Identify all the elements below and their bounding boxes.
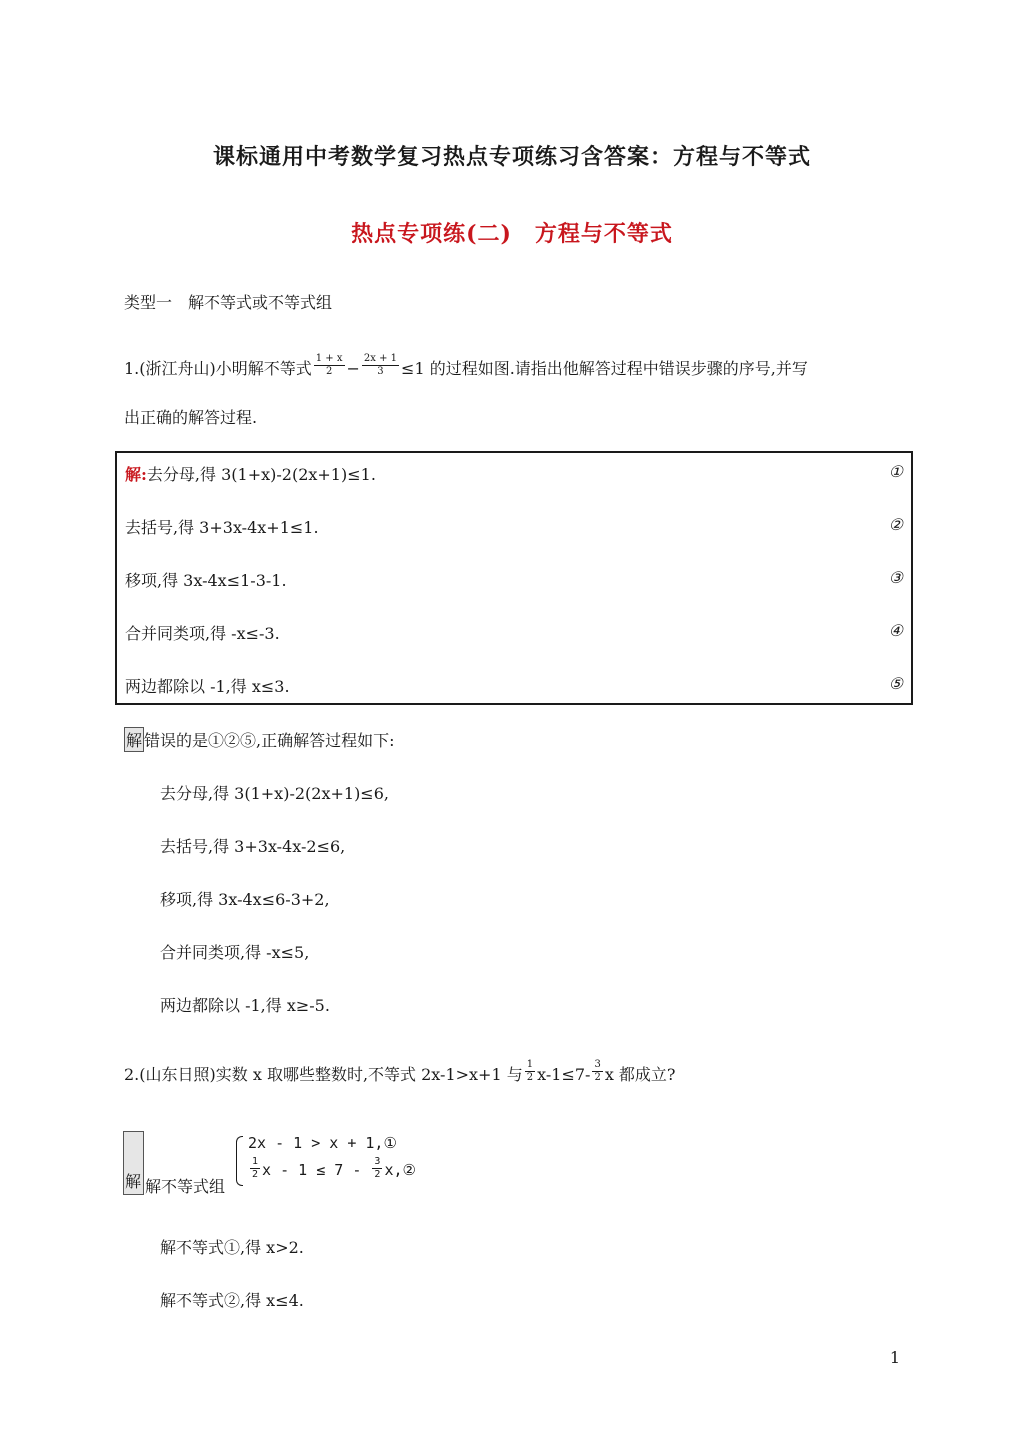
sys2-fraction-2 xyxy=(372,1156,382,1181)
answer-tag: 解 xyxy=(124,727,144,752)
box-row-3 xyxy=(125,568,903,592)
answer-1-step-5: 两边都除以 -1,得 x≥-5. xyxy=(160,996,330,1015)
q2-frac-b-denominator: 2 xyxy=(594,1072,601,1083)
sys2-frac1-denominator: 2 xyxy=(252,1169,259,1180)
type-heading: 类型一 解不等式或不等式组 xyxy=(124,293,333,312)
answer-2-step-1: 解不等式①,得 x>2. xyxy=(160,1238,304,1257)
step-number-mark: ③ xyxy=(888,568,903,587)
sys2-middle: x - 1 ≤ 7 - xyxy=(262,1161,362,1179)
q1-fraction-2 xyxy=(362,353,399,378)
sys2-fraction-1 xyxy=(250,1156,260,1181)
question-1-line-2: 出正确的解答过程. xyxy=(124,408,258,427)
page-number: 1 xyxy=(889,1348,900,1367)
document-title: 课标通用中考数学复习热点专项练习含答案：方程与不等式 xyxy=(212,144,811,170)
box-row-1 xyxy=(125,462,903,486)
answer-1-intro xyxy=(124,727,395,752)
question-1-line-1 xyxy=(124,353,808,382)
box-row-5 xyxy=(125,674,903,698)
system-line-1: 2x - 1 > x + 1,① xyxy=(248,1134,397,1152)
box-row-text: 去括号,得 3+3x-4x+1≤1. xyxy=(125,518,319,537)
sys2-end: x,② xyxy=(384,1161,416,1179)
answer-2-step-2: 解不等式②,得 x≤4. xyxy=(160,1291,304,1310)
q1-frac1-numerator: 1 + x xyxy=(315,353,343,364)
sys2-frac1-numerator: 1 xyxy=(252,1156,259,1167)
step-number-mark: ① xyxy=(888,462,903,481)
q1-frac2-denominator: 3 xyxy=(377,366,384,377)
step-number-mark: ⑤ xyxy=(888,674,903,693)
sys2-frac2-numerator: 3 xyxy=(374,1156,381,1167)
q1-minus: − xyxy=(346,359,360,378)
box-row-text: 两边都除以 -1,得 x≤3. xyxy=(125,677,290,696)
answer-1-step-3: 移项,得 3x-4x≤6-3+2, xyxy=(160,890,330,909)
box-row-text: 移项,得 3x-4x≤1-3-1. xyxy=(125,571,287,590)
q1-frac2-numerator: 2x + 1 xyxy=(363,353,398,364)
section-heading: 热点专项练(二) 方程与不等式 xyxy=(351,221,673,247)
box-row-text: 合并同类项,得 -x≤-3. xyxy=(125,624,280,643)
q1-fraction-1 xyxy=(314,353,345,378)
box-row-text: 去分母,得 3(1+x)-2(2x+1)≤1. xyxy=(146,465,376,484)
system-line-2 xyxy=(248,1158,416,1183)
q2-suffix: x 都成立? xyxy=(604,1065,676,1084)
answer-2-tag-box xyxy=(123,1131,144,1195)
q1-suffix: ≤1 的过程如图.请指出他解答过程中错误步骤的序号,并写 xyxy=(401,359,808,378)
answer-1-step-4: 合并同类项,得 -x≤5, xyxy=(160,943,310,962)
answer-1-step-2: 去括号,得 3+3x-4x-2≤6, xyxy=(160,837,346,856)
answer-1-step-1: 去分母,得 3(1+x)-2(2x+1)≤6, xyxy=(160,784,389,803)
student-solution-box xyxy=(115,451,913,705)
q1-frac1-denominator: 2 xyxy=(325,366,333,377)
q2-frac-a-numerator: 1 xyxy=(526,1059,534,1070)
left-brace xyxy=(236,1136,243,1186)
q2-middle: x-1≤7- xyxy=(537,1065,591,1084)
q2-frac-a-denominator: 2 xyxy=(526,1072,534,1083)
answer-2-intro: 解不等式组 xyxy=(145,1177,226,1196)
box-jie-label: 解: xyxy=(125,465,147,484)
answer-1-intro-text: 错误的是①②⑤,正确解答过程如下: xyxy=(144,731,395,750)
q2-fraction-a xyxy=(525,1059,535,1084)
box-row-4 xyxy=(125,621,903,645)
q2-prefix: 2.(山东日照)实数 x 取哪些整数时,不等式 2x-1>x+1 与 xyxy=(124,1065,523,1084)
step-number-mark: ④ xyxy=(888,621,903,640)
step-number-mark: ② xyxy=(888,515,903,534)
q2-fraction-b xyxy=(592,1059,602,1084)
q2-frac-b-numerator: 3 xyxy=(594,1059,601,1070)
sys2-frac2-denominator: 2 xyxy=(374,1169,381,1180)
question-2 xyxy=(124,1059,676,1088)
answer-tag: 解 xyxy=(125,1172,142,1191)
q1-prefix: 1.(浙江舟山)小明解不等式 xyxy=(124,359,312,378)
box-row-2 xyxy=(125,515,903,539)
